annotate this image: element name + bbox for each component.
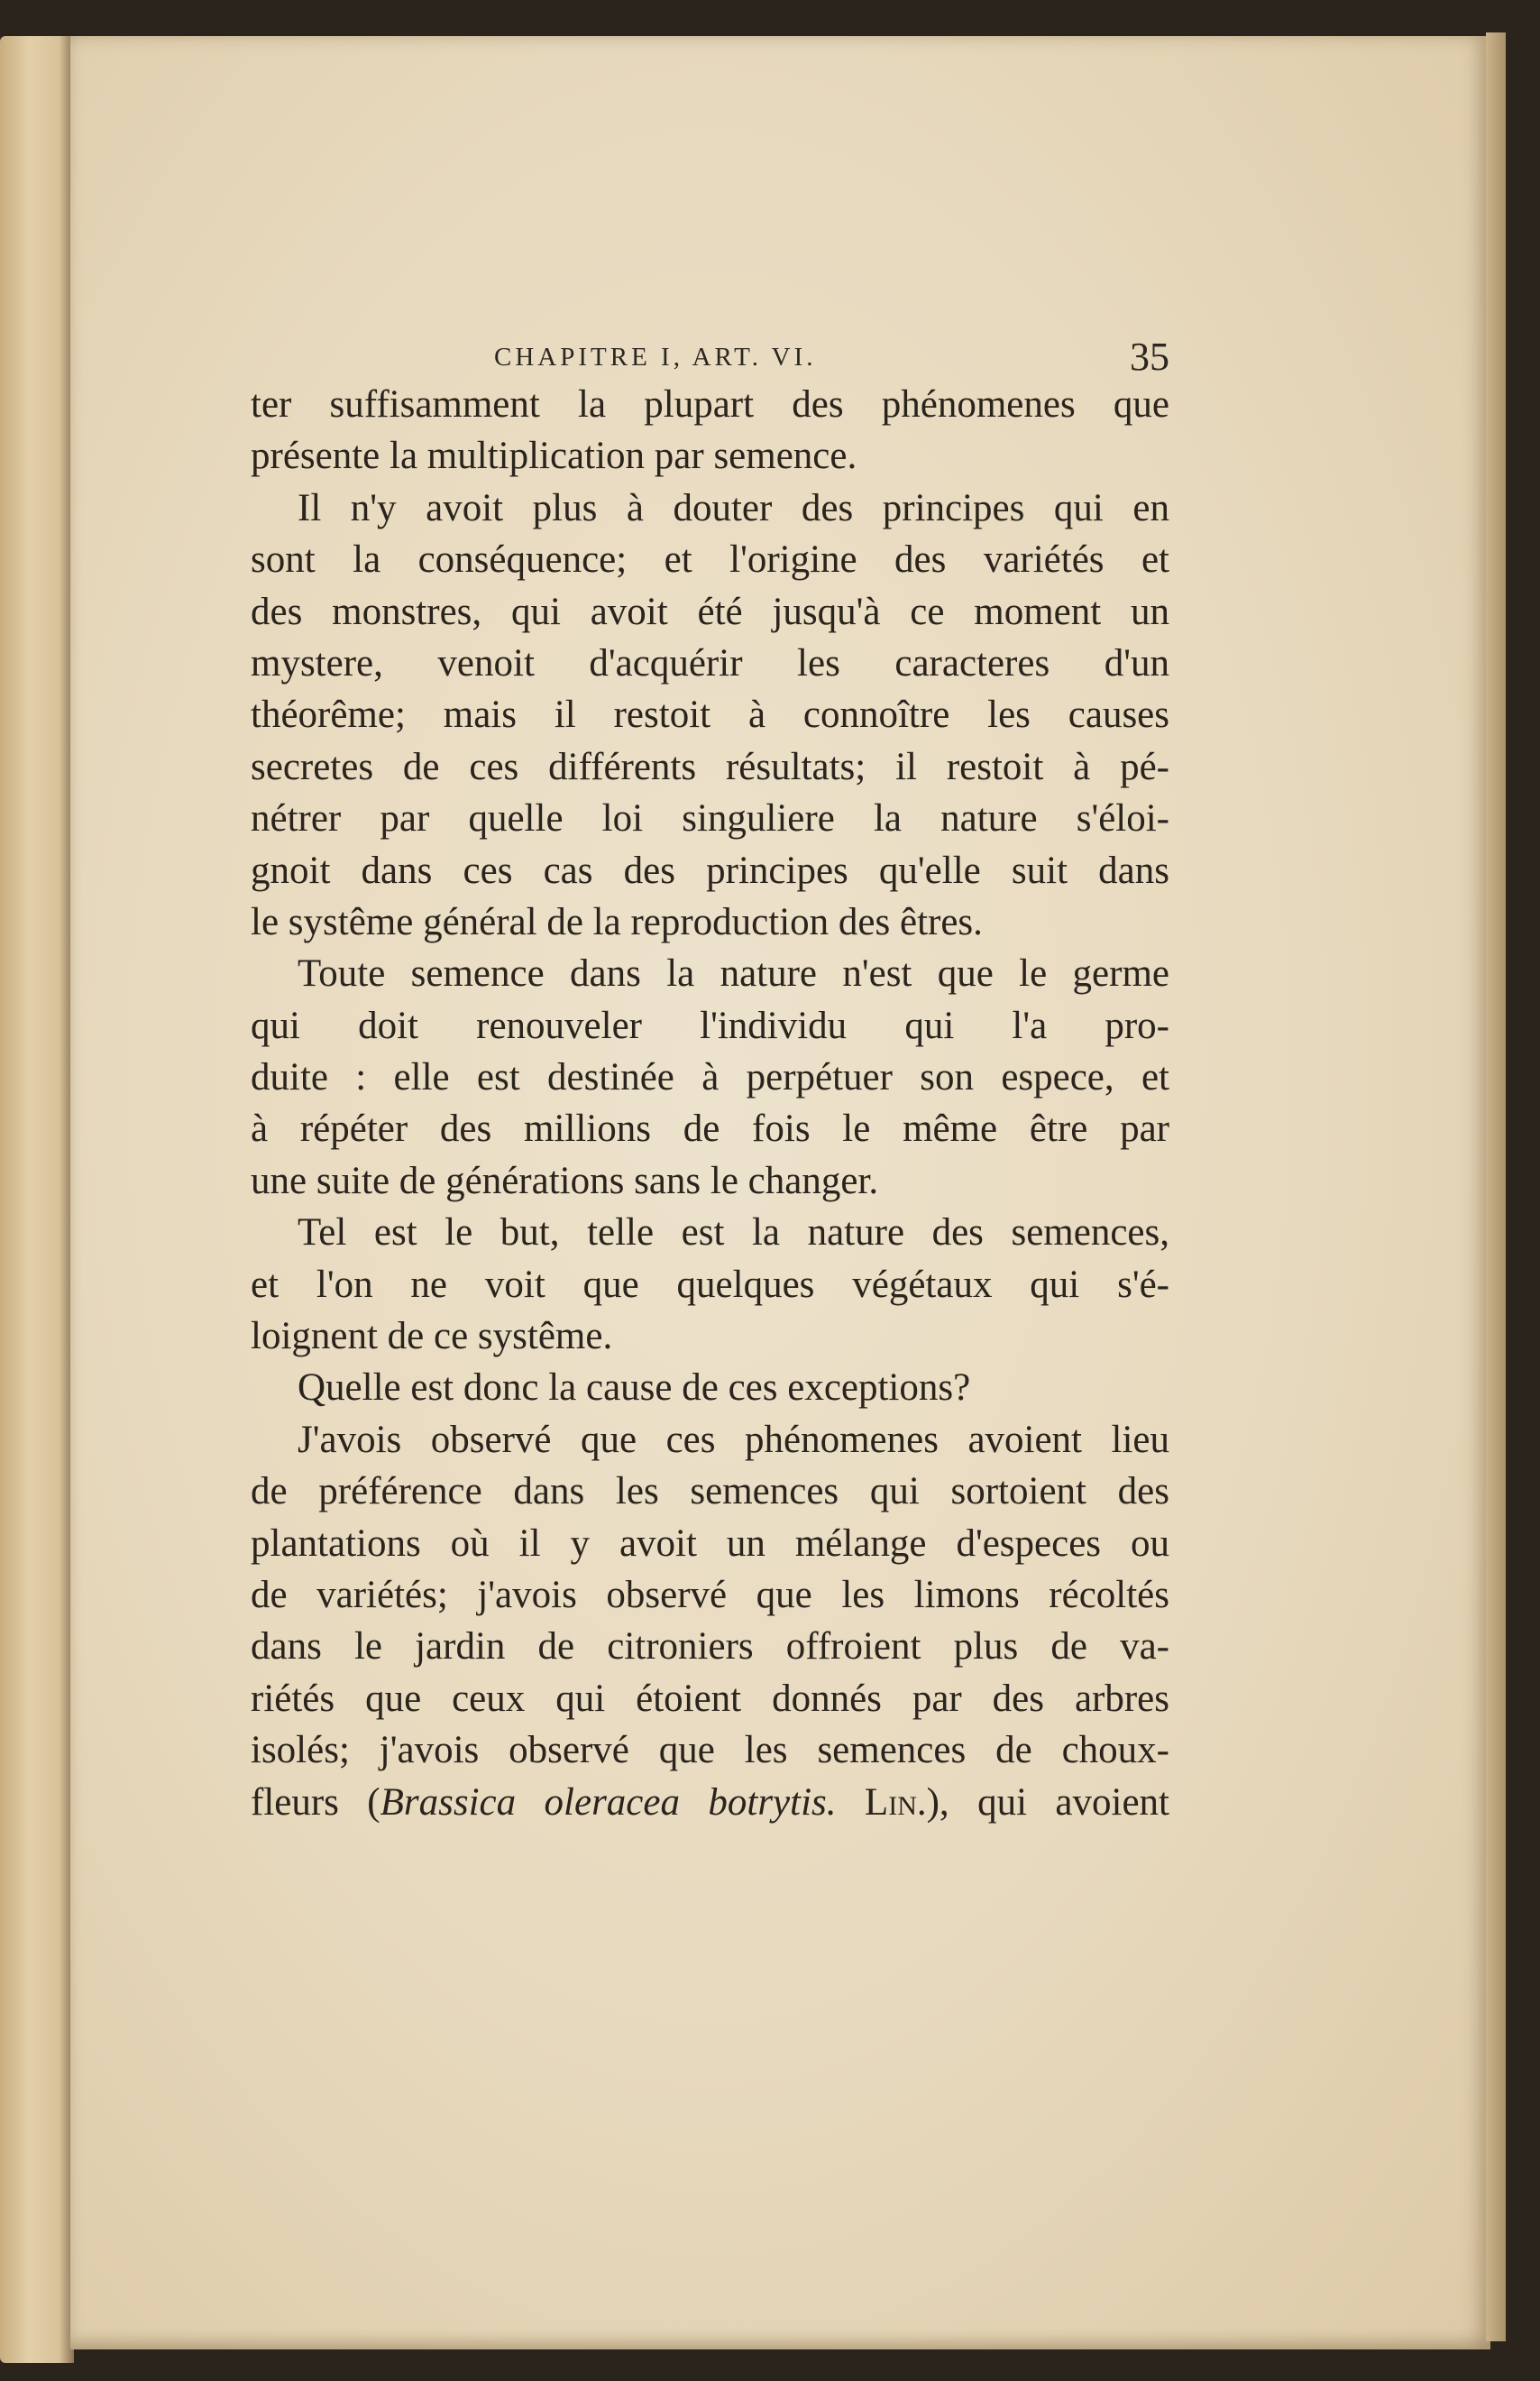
text-line xyxy=(251,1777,1169,1828)
last-line-italic: Brassica oleracea botrytis. xyxy=(380,1780,837,1824)
text-line: de variétés; j'avois observé que les limons récoltés xyxy=(251,1573,1169,1616)
text-line: des monstres, qui avoit été jusqu'à ce moment un xyxy=(251,590,1169,633)
text-line: une suite de générations sans le changer. xyxy=(251,1159,879,1202)
text-line: présente la multiplication par semence. xyxy=(251,435,857,478)
facing-page-edge xyxy=(0,36,74,2363)
last-line-before: fleurs ( xyxy=(251,1780,380,1824)
page-header xyxy=(251,336,1169,381)
text-line: Tel est le but, telle est la nature des semences, xyxy=(298,1211,1169,1255)
last-line-smallcaps: Lin. xyxy=(836,1780,927,1824)
text-line: qui doit renouveler l'individu qui l'a pro- xyxy=(251,1004,1169,1047)
text-line: secretes de ces différents résultats; il restoit à pé- xyxy=(251,745,1169,788)
page-number: 35 xyxy=(1130,335,1169,379)
text-line: Quelle est donc la cause de ces exceptions? xyxy=(298,1366,971,1410)
text-line: riétés que ceux qui étoient donnés par des arbres xyxy=(251,1677,1169,1720)
text-line: J'avois observé que ces phénomenes avoient lieu xyxy=(298,1418,1169,1461)
text-line: plantations où il y avoit un mélange d'especes ou xyxy=(251,1521,1169,1565)
running-head: CHAPITRE I, ART. VI. xyxy=(494,343,817,372)
text-line: ter suffisamment la plupart des phénomenes que xyxy=(251,383,1169,426)
text-line: théorême; mais il restoit à connoître les causes xyxy=(251,694,1169,737)
text-line: gnoit dans ces cas des principes qu'elle suit dans xyxy=(251,849,1169,892)
text-line: Toute semence dans la nature n'est que le germe xyxy=(298,952,1169,996)
body-text xyxy=(251,379,1169,1828)
text-line: duite : elle est destinée à perpétuer son espece, et xyxy=(251,1056,1169,1099)
last-line-after: ), qui avoient xyxy=(926,1780,1169,1824)
text-line: isolés; j'avois observé que les semences de choux- xyxy=(251,1729,1169,1772)
text-line: et l'on ne voit que quelques végétaux qui s'é- xyxy=(251,1263,1169,1306)
page-fore-edge xyxy=(1486,32,1506,2341)
text-line: le systême général de la reproduction des êtres. xyxy=(251,900,983,943)
text-line: dans le jardin de citroniers offroient plus de va- xyxy=(251,1625,1169,1669)
text-line: loignent de ce systême. xyxy=(251,1315,613,1358)
text-line: à répéter des millions de fois le même être par xyxy=(251,1108,1169,1151)
text-line: sont la conséquence; et l'origine des variétés et xyxy=(251,538,1169,582)
text-line: mystere, venoit d'acquérir les caracteres d'un xyxy=(251,641,1169,685)
text-line: de préférence dans les semences qui sortoient des xyxy=(251,1470,1169,1513)
text-line: Il n'y avoit plus à douter des principes qui en xyxy=(298,486,1169,529)
text-line: nétrer par quelle loi singuliere la nature s'éloi- xyxy=(251,797,1169,841)
